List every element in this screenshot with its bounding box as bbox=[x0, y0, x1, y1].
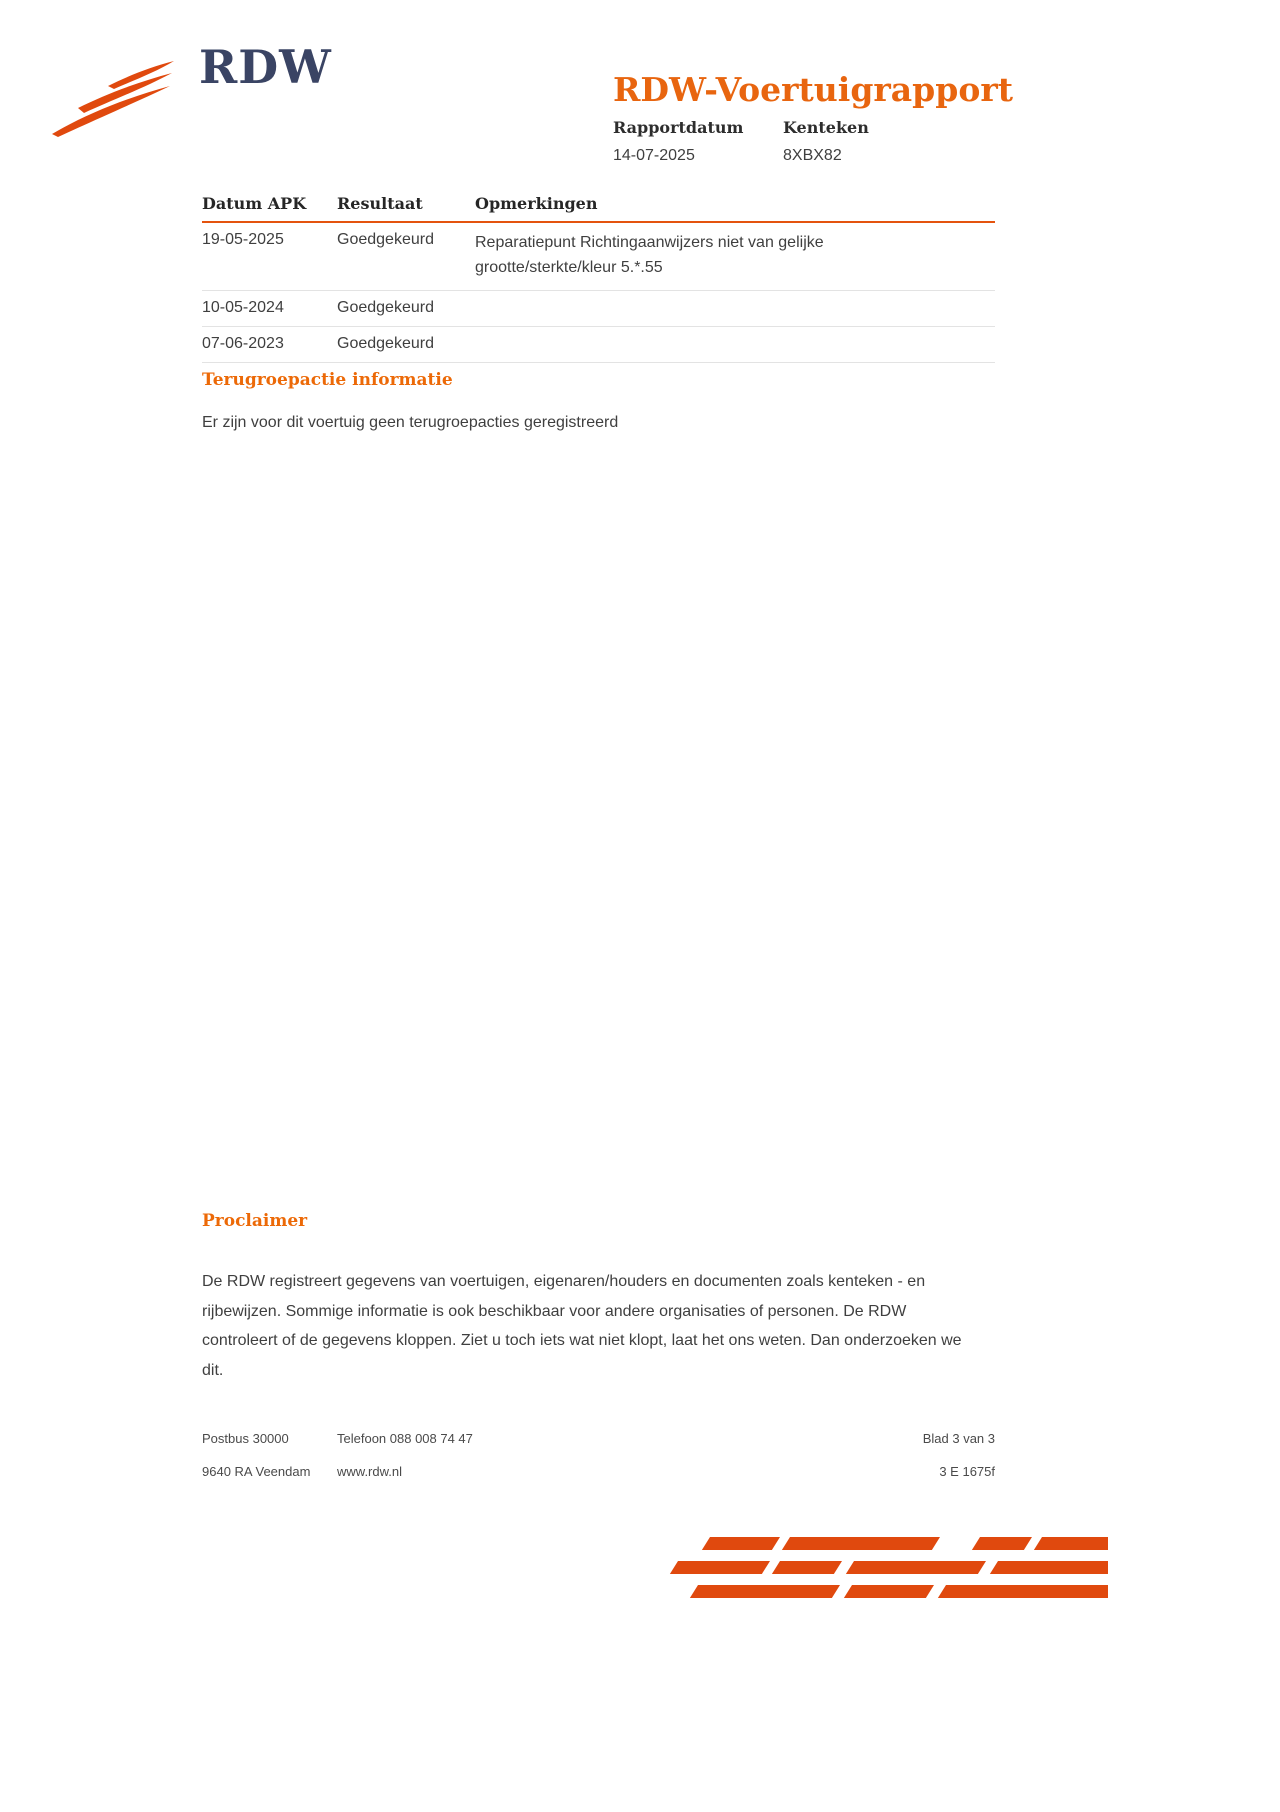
table-row bbox=[202, 291, 995, 327]
proclaimer-section bbox=[202, 1211, 964, 1385]
footer-city: 9640 RA Veendam bbox=[202, 1464, 311, 1479]
footer-postbus: Postbus 30000 bbox=[202, 1431, 289, 1446]
report-date-block bbox=[613, 118, 783, 165]
cell-resultaat: Goedgekeurd bbox=[337, 231, 434, 248]
recall-section-title: Terugroepactie informatie bbox=[202, 370, 453, 390]
table-header-row bbox=[202, 194, 995, 223]
rdw-logo-swoosh-icon bbox=[50, 60, 180, 138]
license-plate-block bbox=[783, 118, 869, 165]
footer-phone: Telefoon 088 008 74 47 bbox=[337, 1431, 473, 1446]
page-footer bbox=[202, 1431, 995, 1497]
report-date-value: 14-07-2025 bbox=[613, 147, 695, 164]
footer-stripe-pattern-icon bbox=[668, 1537, 1108, 1601]
cell-datum-apk: 07-06-2023 bbox=[202, 334, 284, 352]
page-title: RDW-Voertuigrapport bbox=[613, 70, 1013, 110]
license-plate-label: Kenteken bbox=[783, 118, 869, 137]
cell-datum-apk: 10-05-2024 bbox=[202, 298, 284, 316]
rdw-logo-text: RDW bbox=[199, 40, 332, 94]
footer-row bbox=[202, 1431, 995, 1446]
recall-section-text: Er zijn voor dit voertuig geen terugroepacties geregistreerd bbox=[202, 414, 619, 431]
footer-form-code: 3 E 1675f bbox=[939, 1464, 995, 1479]
footer-row bbox=[202, 1464, 995, 1479]
cell-opmerkingen: Reparatiepunt Richtingaanwijzers niet van gelijke grootte/sterkte/kleur 5.*.55 bbox=[475, 234, 824, 276]
cell-resultaat: Goedgekeurd bbox=[337, 334, 434, 352]
proclaimer-section-text: De RDW registreert gegevens van voertuigen, eigenaren/houders en documenten zoals kenteken - en rijbewijzen. Sommige informatie is ook beschikbaar voor andere organisaties of personen. De RDW controleert of de gegevens kloppen. Ziet u toch iets wat niet klopt, laat het ons weten. Dan onderzoeken we dit. bbox=[202, 1273, 962, 1379]
cell-datum-apk: 19-05-2025 bbox=[202, 231, 284, 248]
proclaimer-section-title: Proclaimer bbox=[202, 1211, 308, 1231]
footer-website: www.rdw.nl bbox=[337, 1464, 403, 1479]
column-header-datum-apk: Datum APK bbox=[202, 194, 307, 213]
cell-resultaat: Goedgekeurd bbox=[337, 298, 434, 316]
footer-page-number: Blad 3 van 3 bbox=[922, 1431, 995, 1446]
column-header-opmerkingen: Opmerkingen bbox=[475, 194, 598, 213]
column-header-resultaat: Resultaat bbox=[337, 194, 423, 213]
license-plate-value: 8XBX82 bbox=[783, 147, 842, 164]
report-meta bbox=[613, 118, 869, 165]
report-date-label: Rapportdatum bbox=[613, 118, 744, 137]
table-row bbox=[202, 223, 995, 291]
recall-section bbox=[202, 370, 618, 436]
table-row bbox=[202, 327, 995, 363]
apk-history-table bbox=[202, 194, 995, 363]
table-body bbox=[202, 223, 995, 363]
